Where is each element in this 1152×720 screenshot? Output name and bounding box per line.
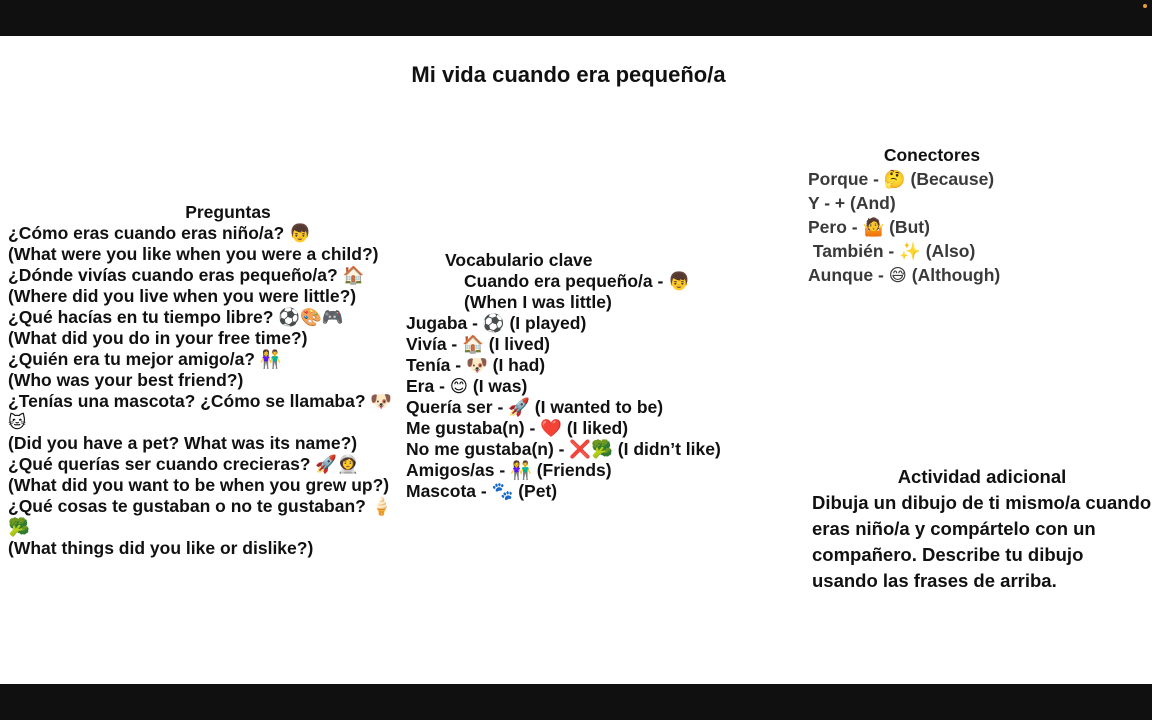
conectores-heading: Conectores: [883, 145, 981, 165]
question-line: (What did you want to be when you grew up?): [8, 475, 390, 495]
vocab-item: Era - 😊 (I was): [406, 376, 528, 396]
preguntas-section: [8, 202, 404, 559]
vocab-item: Mascota - 🐾 (Pet): [406, 481, 558, 501]
question-line: ¿Qué querías ser cuando crecieras? 🚀👩‍🚀: [8, 454, 359, 474]
question-line: ¿Qué cosas te gustaban o no te gustaban? 🍦🥦: [8, 496, 393, 537]
question-line: ¿Dónde vivías cuando eras pequeño/a? 🏠: [8, 265, 365, 285]
vocabulario-heading: Vocabulario clave: [445, 250, 593, 270]
connector-item: Y - + (And): [808, 193, 896, 213]
question-line: (Did you have a pet? What was its name?): [8, 433, 358, 453]
vocabulario-section: [406, 250, 766, 502]
question-line: (What were you like when you were a child?): [8, 244, 379, 264]
connector-item: También - ✨ (Also): [808, 241, 976, 261]
vocab-intro-translation: (When I was little): [464, 292, 612, 312]
question-line: ¿Cómo eras cuando eras niño/a? 👦: [8, 223, 311, 243]
question-line: ¿Tenías una mascota? ¿Cómo se llamaba? 🐶🐱: [8, 391, 393, 432]
vocab-item: Vivía - 🏠 (I lived): [406, 334, 551, 354]
page-title: Mi vida cuando era pequeño/a: [411, 62, 726, 87]
connector-item: Aunque - 😅 (Although): [808, 265, 1001, 285]
vocab-item: Jugaba - ⚽ (I played): [406, 313, 587, 333]
question-line: ¿Qué hacías en tu tiempo libre? ⚽🎨🎮: [8, 307, 344, 327]
vocab-item: Me gustaba(n) - ❤️ (I liked): [406, 418, 629, 438]
actividad-text: Dibuja un dibujo de ti mismo/a cuando eras niño/a y compártelo con un compañero. Describe tu dibujo usando las frases de arriba.: [812, 492, 1152, 591]
top-bar: [0, 0, 1152, 36]
status-dot: [1143, 4, 1147, 8]
bottom-bar: [0, 684, 1152, 720]
actividad-section: [812, 464, 1152, 594]
question-line: (What did you do in your free time?): [8, 328, 308, 348]
vocab-item: No me gustaba(n) - ❌🥦 (I didn’t like): [406, 439, 721, 459]
vocab-item: Quería ser - 🚀 (I wanted to be): [406, 397, 664, 417]
question-line: (What things did you like or dislike?): [8, 538, 314, 558]
vocab-item: Tenía - 🐶 (I had): [406, 355, 546, 375]
question-line: (Where did you live when you were little?): [8, 286, 357, 306]
actividad-heading: Actividad adicional: [897, 466, 1067, 487]
connector-item: Porque - 🤔 (Because): [808, 169, 995, 189]
question-line: ¿Quién era tu mejor amigo/a? 👫: [8, 349, 282, 369]
preguntas-heading: Preguntas: [185, 202, 271, 222]
conectores-section: [808, 143, 1048, 287]
question-line: (Who was your best friend?): [8, 370, 244, 390]
vocab-intro: Cuando era pequeño/a - 👦: [464, 271, 690, 291]
connector-item: Pero - 🤷 (But): [808, 217, 930, 237]
vocab-item: Amigos/as - 👫 (Friends): [406, 460, 612, 480]
